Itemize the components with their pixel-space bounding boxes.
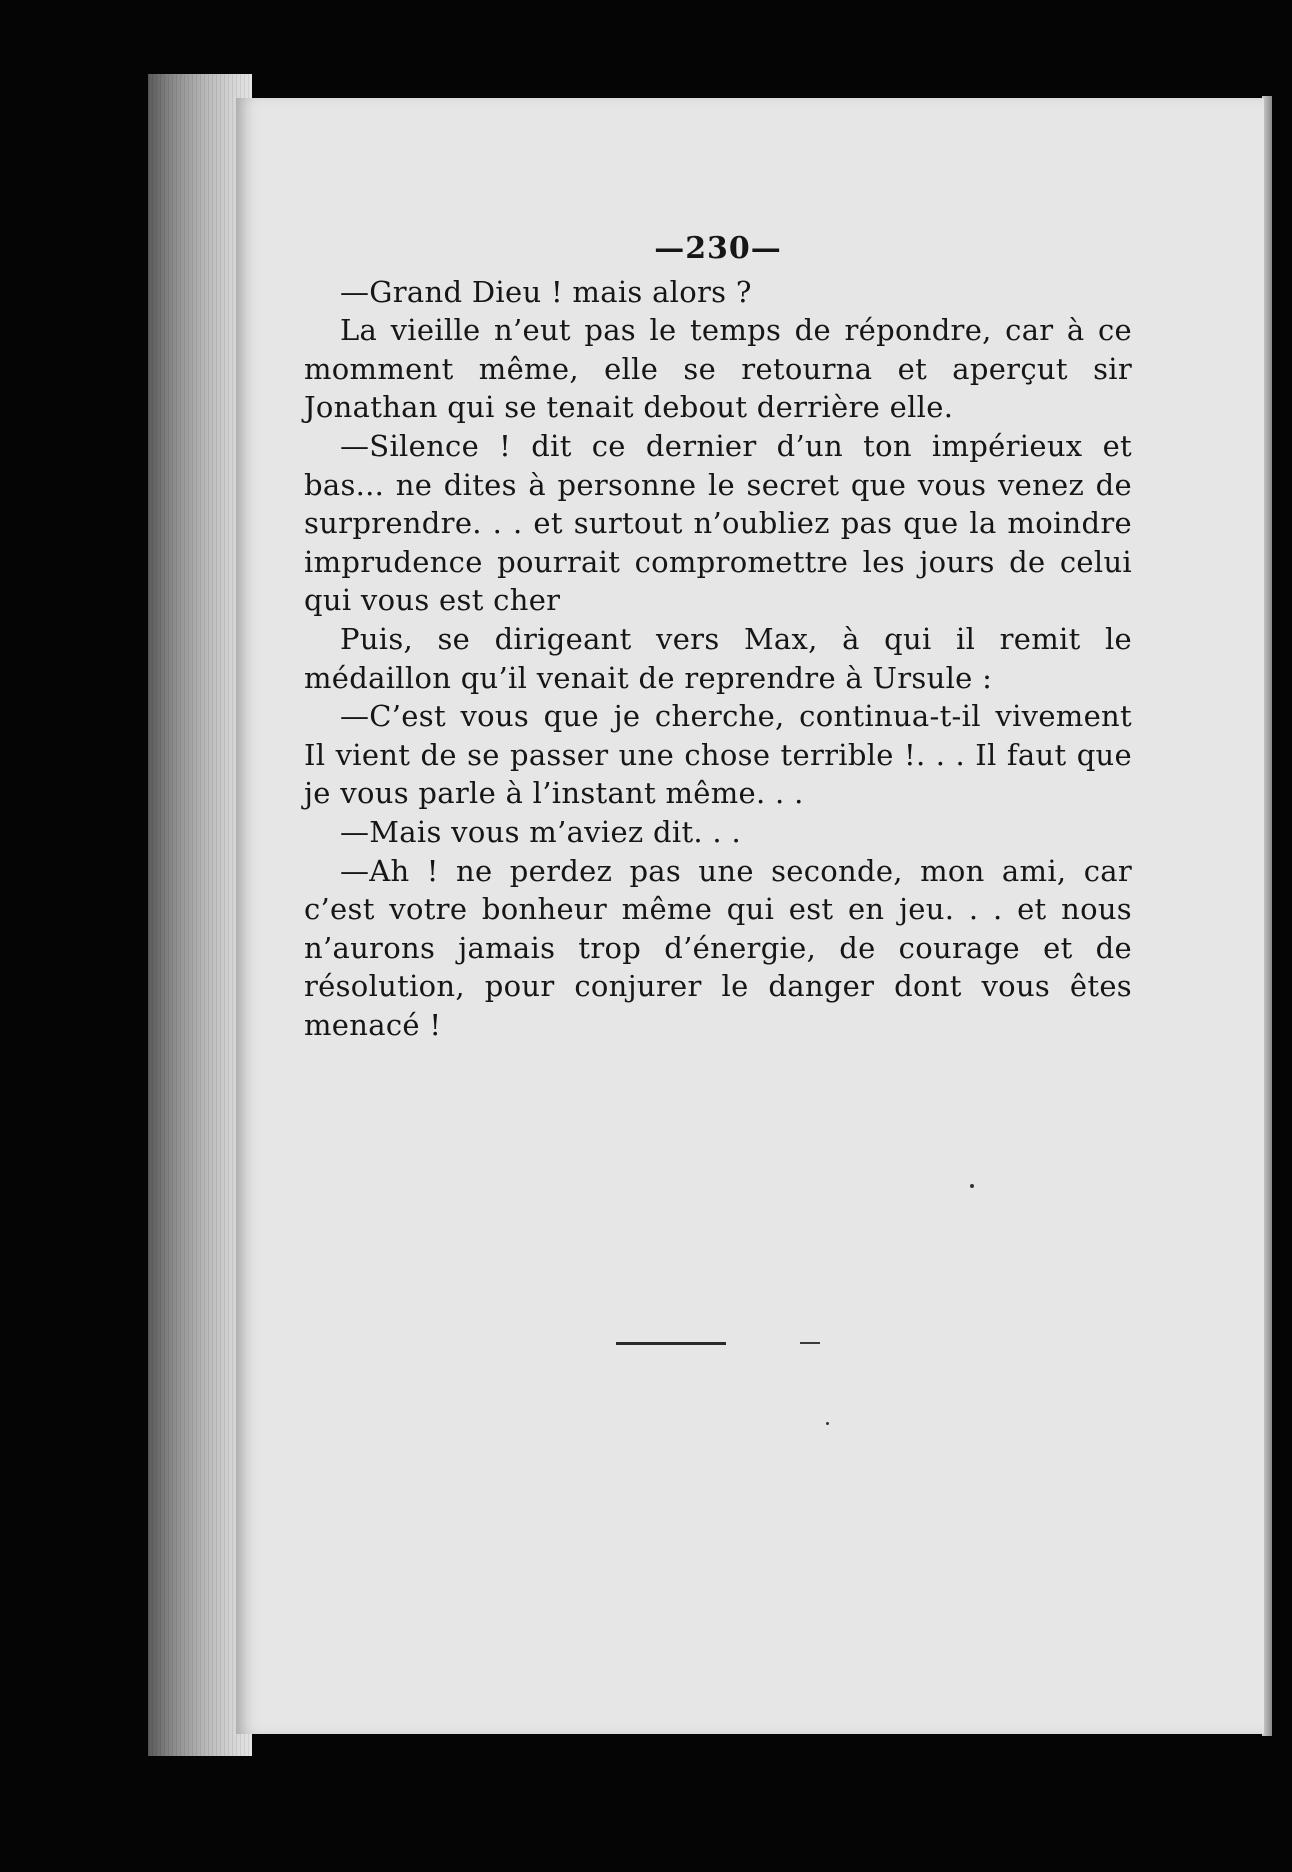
page-number: —230— (654, 231, 782, 266)
book-page (236, 98, 1264, 1734)
paragraph-5: —C’est vous que je cherche, continua-t-il vivement Il vient de se passer une chose terrible !. . . Il faut que je vous parle à l’instant même. . . (304, 699, 1132, 811)
paragraph-6: —Mais vous m’aviez dit. . . (340, 814, 741, 849)
paragraph-3: —Silence ! dit ce dernier d’un ton impérieux et bas... ne dites à personne le secret que vous venez de surprendre. . . et surtout n’oubliez pas que la moindre imprudence pourrait compromettre les jours de celui qui vous est cher (304, 428, 1132, 618)
paragraph-1: —Grand Dieu ! mais alors ? (340, 274, 752, 309)
end-rule-tail (800, 1342, 820, 1344)
ink-speck (970, 1184, 974, 1188)
paragraph-2: La vieille n’eut pas le temps de répondre, car à ce momment même, elle se retourna et aperçut sir Jonathan qui se tenait debout derrière elle. (304, 313, 1132, 425)
page-text-block (304, 230, 1132, 1044)
ink-speck (826, 1422, 829, 1425)
end-rule (616, 1342, 726, 1345)
paragraph-4: Puis, se dirigeant vers Max, à qui il remit le médaillon qu’il venait de reprendre à Ursule : (304, 621, 1132, 695)
paragraph-7: —Ah ! ne perdez pas une seconde, mon ami, car c’est votre bonheur même qui est en jeu. . . et nous n’aurons jamais trop d’énergie, de courage et de résolution, pour conjurer le danger dont vous êtes menacé ! (304, 853, 1132, 1042)
